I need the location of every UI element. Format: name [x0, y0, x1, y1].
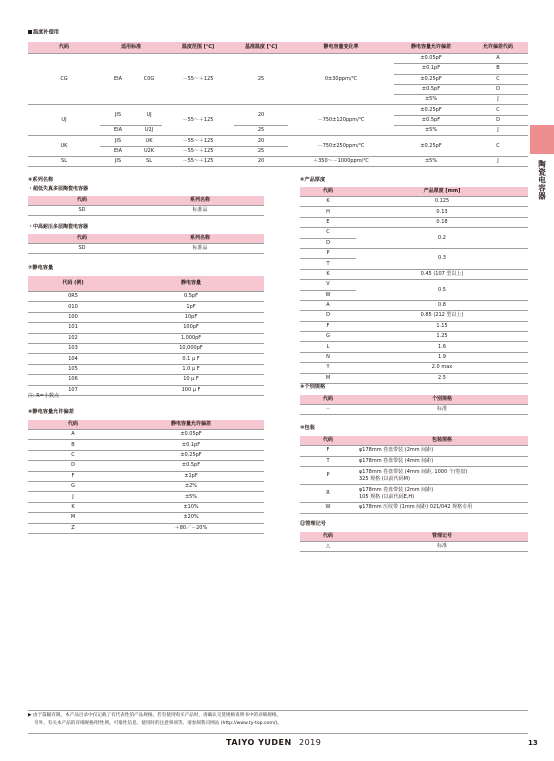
cell-code: CG — [28, 54, 100, 105]
cell-code: SD — [28, 206, 136, 216]
table-row — [300, 248, 528, 258]
cell-change: －750±250ppm/℃ — [288, 136, 394, 157]
table-row — [28, 492, 264, 502]
cell-tol: ±0.25pF — [394, 74, 468, 84]
table-row — [28, 481, 264, 491]
cell-code: 104 — [28, 354, 118, 364]
cell-capacitance: 10 μ F — [118, 375, 264, 385]
brand-logo — [226, 739, 321, 747]
cell-capacitance: 1pF — [118, 302, 264, 312]
cell-code: UJ — [28, 105, 100, 136]
cell-thickness: 0.18 — [356, 217, 528, 227]
cell-capacitance: 100pF — [118, 323, 264, 333]
header-change-rate: 静电容量变化率 — [288, 42, 394, 54]
cell-code: N — [300, 352, 356, 362]
cell-series-name: 标准品 — [136, 206, 264, 216]
cell-code: J — [28, 492, 118, 502]
cell-code: B — [28, 440, 118, 450]
table-row — [28, 156, 528, 166]
table-row — [300, 373, 528, 383]
table-row — [28, 105, 528, 115]
table-row — [28, 302, 264, 312]
header-individual: 个别规格 — [356, 395, 528, 405]
cell-packaging — [356, 467, 528, 485]
cell-code: P — [300, 248, 356, 258]
cell-tolerance: ±0.5pF — [118, 461, 264, 471]
series-b-label: ・中高耐压多层陶瓷电容器 — [28, 224, 89, 230]
cell-ref: 25 — [234, 54, 288, 105]
table-row — [300, 363, 528, 373]
cell-code: C — [28, 450, 118, 460]
cell-tol: ±0.5pF — [394, 115, 468, 125]
table-row — [28, 450, 264, 460]
table-row — [300, 342, 528, 352]
cell-std-code: U2K — [136, 146, 162, 156]
cell-std: JIS — [100, 136, 136, 146]
footer-divider — [28, 710, 528, 711]
cell-tolerance: ＋80／－20% — [118, 523, 264, 533]
table-row — [300, 321, 528, 331]
table-row — [300, 503, 528, 514]
cell-management: 标准 — [356, 542, 528, 552]
footer-note-1: ▶ 由于篇幅有限，本产品目录中仅记载了有代表性的产品规格。若有使用购买产品时，请确认交货规格说明书中的详细规格。 — [28, 713, 282, 718]
packaging-line: 325 规格 (以前代码M) — [359, 475, 410, 482]
cell-code: 103 — [28, 343, 118, 353]
cell-thickness: 1.9 — [356, 352, 528, 362]
cell-tol-code: J — [468, 95, 528, 105]
cell-tol-code: B — [468, 64, 528, 74]
header-series-name: 系列名称 — [136, 234, 264, 244]
table-row — [300, 269, 528, 279]
cell-tol-code: C — [468, 74, 528, 84]
cell-code: 101 — [28, 323, 118, 333]
cell-tolerance: ±5% — [118, 492, 264, 502]
table-row — [28, 440, 264, 450]
cell-code: M — [28, 513, 118, 523]
decimal-note: 注: R=小数点 — [28, 393, 59, 399]
table-row — [300, 300, 528, 310]
header-code: 代码 — [300, 187, 356, 197]
table-row — [300, 405, 528, 415]
cell-code: 106 — [28, 375, 118, 385]
cell-capacitance: 1.0 μ F — [118, 364, 264, 374]
table-row — [28, 523, 264, 533]
header-packaging: 包装规格 — [356, 436, 528, 446]
cell-code: C — [300, 228, 356, 238]
table-row — [28, 54, 528, 64]
cell-code: D — [300, 238, 356, 248]
cell-range: －55～＋125 — [162, 156, 234, 166]
table-row — [300, 311, 528, 321]
cell-code: UK — [28, 136, 100, 157]
brand-name: TAIYO YUDEN — [226, 738, 292, 747]
management-table — [300, 532, 528, 552]
series-a-label: ・超低失真多层陶瓷电容器 — [28, 186, 89, 192]
cell-capacitance: 10pF — [118, 312, 264, 322]
cell-tol: ±0.25pF — [394, 136, 468, 157]
cell-thickness: 1.15 — [356, 321, 528, 331]
cell-tol-code: C — [468, 105, 528, 115]
cell-std-code: C0G — [136, 54, 162, 105]
packaging-line: 105 规格 (以前代码E,H) — [359, 493, 415, 500]
thickness-table — [300, 187, 528, 384]
cell-tolerance: ±0.05pF — [118, 430, 264, 440]
cell-tol: ±5% — [394, 156, 468, 166]
header-series-name: 系列名称 — [136, 196, 264, 206]
table-row — [28, 430, 264, 440]
cell-code: T — [300, 259, 356, 269]
cell-tolerance: ±10% — [118, 502, 264, 512]
temp-section-title: 温度补偿用 — [28, 30, 59, 36]
cell-code: － — [300, 405, 356, 415]
table-row — [28, 244, 264, 254]
cell-tolerance: ±1pF — [118, 471, 264, 481]
thickness-title: ⑥产品厚度 — [300, 177, 326, 183]
table-row — [300, 446, 528, 457]
header-code: 代码 — [300, 436, 356, 446]
cell-code: G — [28, 481, 118, 491]
cell-code: W — [300, 290, 356, 300]
cell-tol: ±5% — [394, 126, 468, 136]
cell-tol: ±0.25pF — [394, 105, 468, 115]
table-row — [300, 332, 528, 342]
cell-thickness: 0.8 — [356, 300, 528, 310]
table-row — [300, 280, 528, 290]
cell-code: K — [28, 502, 118, 512]
cell-range: －55～＋125 — [162, 54, 234, 105]
brand-year: 2019 — [298, 738, 322, 747]
cell-capacitance: 0.1 μ F — [118, 354, 264, 364]
cell-code: A — [28, 430, 118, 440]
series-a-table — [28, 196, 264, 216]
table-row — [300, 542, 528, 552]
cell-change: 0±30ppm/℃ — [288, 54, 394, 105]
cell-code: A — [300, 300, 356, 310]
page-number: 13 — [528, 739, 538, 747]
cell-code: 107 — [28, 385, 118, 395]
cell-tol-code: D — [468, 84, 528, 94]
cell-code: K — [300, 197, 356, 207]
table-row — [300, 197, 528, 207]
cell-tolerance: ±20% — [118, 513, 264, 523]
cell-code: F — [300, 321, 356, 331]
cell-thickness: 0.5 — [356, 280, 528, 301]
cell-packaging: φ178mm 压纹带 (1mm 间距) 021/042 规格专用 — [356, 503, 528, 514]
table-row — [300, 456, 528, 467]
cell-code: F — [28, 471, 118, 481]
cell-thickness: 0.13 — [356, 207, 528, 217]
cell-std-code: UK — [136, 136, 162, 146]
table-row — [28, 502, 264, 512]
cell-std: JIS — [100, 156, 136, 166]
cell-code: D — [300, 311, 356, 321]
cell-thickness: 0.3 — [356, 248, 528, 269]
cell-tol-code: J — [468, 156, 528, 166]
cell-std-code: SL — [136, 156, 162, 166]
cell-range: －55～＋125 — [162, 146, 234, 156]
cell-code: P — [300, 467, 356, 485]
side-tab — [530, 125, 554, 154]
header-tolerance: 静电容量允许偏差 — [394, 42, 468, 54]
cell-code: Y — [300, 363, 356, 373]
cell-code: 010 — [28, 302, 118, 312]
cell-tol-code: A — [468, 54, 528, 64]
cell-ref: 20 — [234, 156, 288, 166]
cell-tol: ±0.5pF — [394, 84, 468, 94]
table-row — [28, 323, 264, 333]
cell-thickness: 0.45 (107 型以上) — [356, 269, 528, 279]
cell-code: 100 — [28, 312, 118, 322]
cell-tol-code: C — [468, 136, 528, 157]
table-row — [300, 485, 528, 503]
table-row — [28, 375, 264, 385]
table-row — [28, 343, 264, 353]
cell-ref: 20 — [234, 136, 288, 146]
cell-code: R — [300, 485, 356, 503]
cell-tolerance: ±0.25pF — [118, 450, 264, 460]
cell-change: －750±120ppm/℃ — [288, 105, 394, 136]
table-row — [28, 136, 528, 146]
header-code: 代码 — [300, 395, 356, 405]
cell-code: SL — [28, 156, 100, 166]
cell-capacitance: 100 μ F — [118, 385, 264, 395]
tolerance-title: ⑧静电容量允许偏差 — [28, 409, 74, 415]
series-b-table — [28, 234, 264, 254]
packaging-table — [300, 436, 528, 514]
header-code: 代码 — [28, 196, 136, 206]
cell-code: W — [300, 503, 356, 514]
cell-thickness: 1.25 — [356, 332, 528, 342]
cell-range: －55～＋125 — [162, 105, 234, 136]
table-row — [28, 513, 264, 523]
cell-packaging: φ178mm 卷盘带装 (4mm 间距) — [356, 456, 528, 467]
cell-code: T — [300, 456, 356, 467]
cell-code: SD — [28, 244, 136, 254]
cell-code: 102 — [28, 333, 118, 343]
table-row — [28, 471, 264, 481]
cell-code: G — [300, 332, 356, 342]
cell-packaging: φ178mm 卷盘带装 (2mm 间距) — [356, 446, 528, 457]
table-row — [28, 385, 264, 395]
header-tolerance: 静电容量允许偏差 — [118, 420, 264, 430]
cell-code: K — [300, 269, 356, 279]
header-thickness: 产品厚度 [mm] — [356, 187, 528, 197]
cell-code: F — [300, 446, 356, 457]
header-temp-range: 温度范围 [℃] — [162, 42, 234, 54]
cell-packaging — [356, 485, 528, 503]
cell-thickness: 2.0 max — [356, 363, 528, 373]
table-row — [28, 126, 528, 136]
cell-thickness: 1.6 — [356, 342, 528, 352]
footer-note-2: 另外，有关本产品的详细规格/特性例、可靠性信息、使用时的注意事项等，请参阅我司网站 (http://www.ty-top.com/)。 — [34, 721, 282, 726]
header-code: 代码 — [300, 532, 356, 542]
table-row — [28, 354, 264, 364]
management-title: ⑪管理记号 — [300, 521, 326, 527]
cell-std: EIA — [100, 126, 136, 136]
series-title: ④系列名称 — [28, 177, 54, 183]
cell-std: EIA — [100, 146, 136, 156]
cell-std-code: UJ — [136, 105, 162, 126]
cell-ref: 25 — [234, 126, 288, 136]
cell-tol-code: J — [468, 126, 528, 136]
packaging-line: φ178mm 卷盘带装 (4mm 间距, 1000 个/卷盘) — [359, 468, 468, 475]
cell-thickness: 2.5 — [356, 373, 528, 383]
packaging-line: φ178mm 卷盘带装 (2mm 间距) — [359, 486, 434, 493]
cell-code: 0R5 — [28, 292, 118, 302]
cell-code: △ — [300, 542, 356, 552]
individual-title: ⑨个别规格 — [300, 384, 326, 390]
cell-thickness: 0.125 — [356, 197, 528, 207]
cell-tolerance: ±0.1pF — [118, 440, 264, 450]
header-ref-temp: 基准温度 [℃] — [234, 42, 288, 54]
capacitance-table — [28, 276, 264, 396]
cell-thickness: 0.85 (212 型以上) — [356, 311, 528, 321]
header-code: 代码 — [28, 420, 118, 430]
cell-tol: ±0.05pF — [394, 54, 468, 64]
cell-change: ＋350～－1000ppm/℃ — [288, 156, 394, 166]
packaging-title: ⑩包装 — [300, 425, 315, 431]
header-code: 代码 — [28, 234, 136, 244]
cell-code: V — [300, 280, 356, 290]
cell-code: E — [300, 217, 356, 227]
cell-individual: 标准 — [356, 405, 528, 415]
cell-tol-code: D — [468, 115, 528, 125]
cell-capacitance: 1,000pF — [118, 333, 264, 343]
cell-std-code: U2J — [136, 126, 162, 136]
table-row — [300, 207, 528, 217]
table-row — [300, 352, 528, 362]
header-code: 代码 — [28, 42, 100, 54]
cell-code: H — [300, 207, 356, 217]
cell-code: L — [300, 342, 356, 352]
table-row — [28, 206, 264, 216]
header-standard: 适用标准 — [100, 42, 162, 54]
table-row — [300, 467, 528, 485]
capacitance-title: ⑦静电容量 — [28, 265, 54, 271]
footer-divider — [28, 733, 528, 734]
temperature-compensation-table — [28, 42, 528, 167]
cell-capacitance: 10,000pF — [118, 343, 264, 353]
cell-range: －55～＋125 — [162, 136, 234, 146]
tolerance-table — [28, 420, 264, 534]
table-row — [28, 292, 264, 302]
header-code-example: 代码 (例) — [28, 276, 118, 292]
table-row — [300, 228, 528, 238]
cell-code: M — [300, 373, 356, 383]
cell-tol: ±5% — [394, 95, 468, 105]
cell-std: JIS — [100, 105, 136, 126]
cell-tolerance: ±2% — [118, 481, 264, 491]
individual-table — [300, 395, 528, 415]
table-row — [28, 333, 264, 343]
header-tolerance-code: 允许偏差代码 — [468, 42, 528, 54]
cell-capacitance: 0.5pF — [118, 292, 264, 302]
table-row — [28, 461, 264, 471]
cell-code: 105 — [28, 364, 118, 374]
cell-std: EIA — [100, 54, 136, 105]
side-tab-label: 陶瓷电容器 — [537, 160, 547, 200]
table-row — [28, 364, 264, 374]
header-capacitance: 静电容量 — [118, 276, 264, 292]
table-row — [28, 312, 264, 322]
square-bullet-icon — [28, 30, 32, 34]
cell-code: Z — [28, 523, 118, 533]
header-management: 管理记号 — [356, 532, 528, 542]
cell-series-name: 标准品 — [136, 244, 264, 254]
cell-ref: 25 — [234, 146, 288, 156]
cell-thickness: 0.2 — [356, 228, 528, 249]
cell-code: D — [28, 461, 118, 471]
cell-ref: 20 — [234, 105, 288, 126]
table-row — [300, 217, 528, 227]
cell-tol: ±0.1pF — [394, 64, 468, 74]
